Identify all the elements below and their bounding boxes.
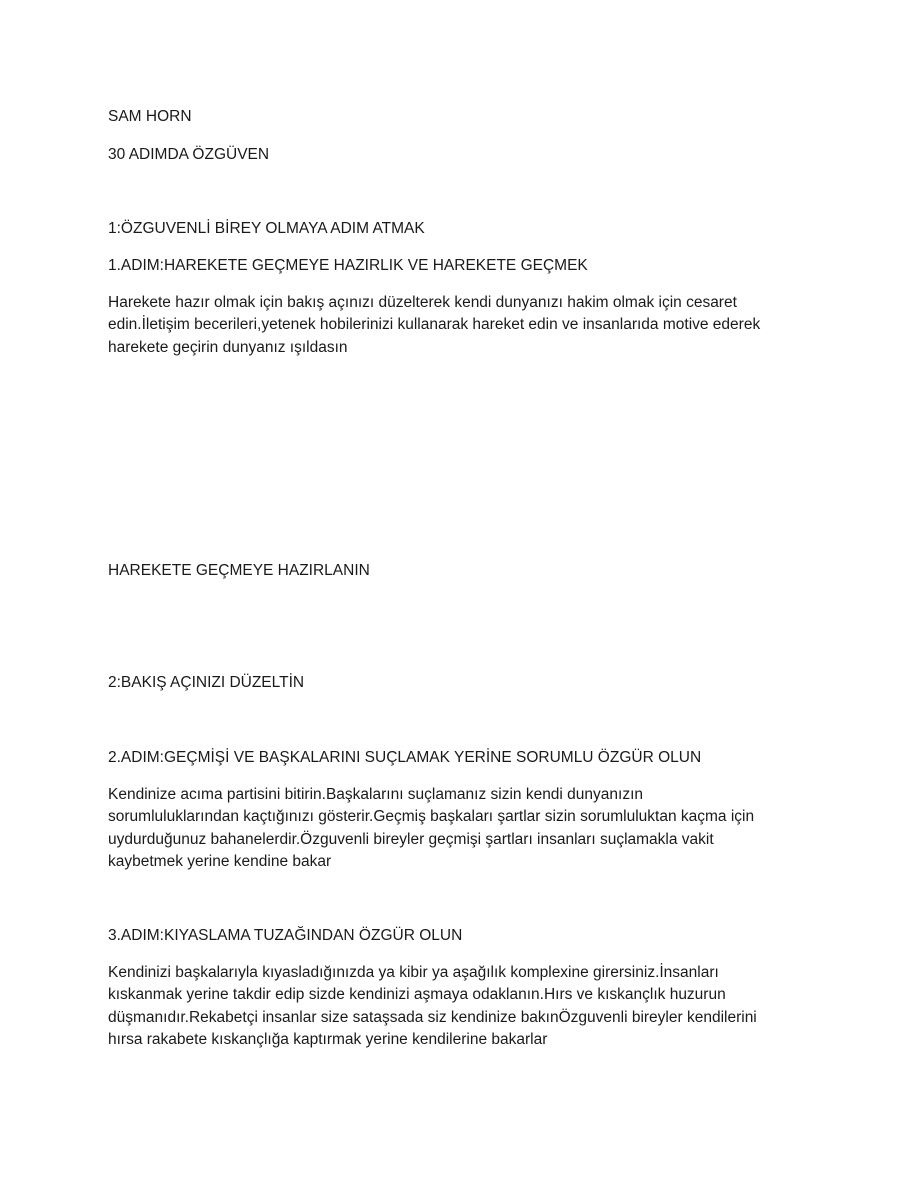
paragraph-line: uydurduğunuz bahanelerdir.Özguvenli bireyler geçmişi şartları insanları suçlamakla vakit — [108, 830, 714, 848]
section-2-heading: 2:BAKIŞ AÇINIZI DÜZELTİN — [108, 674, 305, 691]
section-1-heading: 1:ÖZGUVENLİ BİREY OLMAYA ADIM ATMAK — [108, 220, 425, 237]
book-title: 30 ADIMDA ÖZGÜVEN — [108, 146, 270, 163]
step-1-heading: 1.ADIM:HAREKETE GEÇMEYE HAZIRLIK VE HAREKETE GEÇMEK — [108, 257, 588, 274]
step-2-paragraph — [108, 784, 808, 873]
paragraph-line: Harekete hazır olmak için bakış açınızı düzelterek kendi dunyanızı hakim olmak için cesaret — [108, 294, 737, 311]
paragraph-line: harekete geçirin dunyanız ışıldasın — [108, 338, 348, 356]
paragraph-line: sorumluluklarından kaçtığınızı gösterir.Geçmiş başkaları şartlar sizin sorumluluktan kaçma için — [108, 808, 755, 826]
paragraph-line: kıskanmak yerine takdir edip sizde kendinizi aşmaya odaklanın.Hırs ve kıskançlık huzurun — [108, 986, 726, 1004]
step-3-heading: 3.ADIM:KIYASLAMA TUZAĞINDAN ÖZGÜR OLUN — [108, 927, 463, 944]
paragraph-line: Kendinizi başkalarıyla kıyasladığınızda ya kibir ya aşağılık komplexine girersiniz.İnsanları — [108, 964, 719, 981]
paragraph-line: Kendinize acıma partisini bitirin.Başkalarını suçlamanız sizin kendi dunyanızın — [108, 786, 644, 803]
step-1-paragraph — [108, 292, 808, 359]
step-3-paragraph — [108, 962, 808, 1051]
prepare-heading: HAREKETE GEÇMEYE HAZIRLANIN — [108, 562, 370, 579]
author-name: SAM HORN — [108, 108, 192, 125]
paragraph-line: hırsa rakabete kıskançlığa kaptırmak yerine kendilerine bakarlar — [108, 1030, 548, 1048]
paragraph-line: düşmanıdır.Rekabetçi insanlar size sataşsada siz kendinize bakınÖzguvenli bireyler kendilerini — [108, 1008, 757, 1026]
paragraph-line: kaybetmek yerine kendine bakar — [108, 852, 332, 870]
step-2-heading: 2.ADIM:GEÇMİŞİ VE BAŞKALARINI SUÇLAMAK YERİNE SORUMLU ÖZGÜR OLUN — [108, 749, 702, 766]
paragraph-line: edin.İletişim becerileri,yetenek hobilerinizi kullanarak hareket edin ve insanlarıda motive ederek — [108, 316, 761, 334]
